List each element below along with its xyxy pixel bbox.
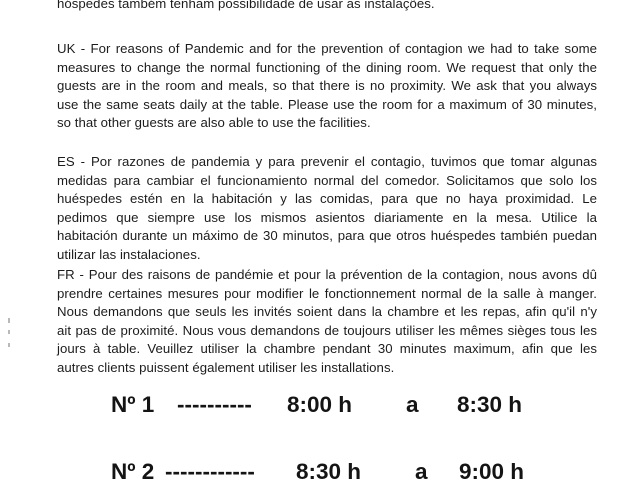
schedule-row-2 [0, 459, 641, 495]
schedule-end-time: 8:30 h [457, 392, 523, 417]
schedule-end-time: 9:00 h [459, 459, 525, 484]
schedule-number: Nº 2 [111, 459, 155, 484]
schedule-start-time: 8:00 h [287, 392, 353, 417]
scan-mark [8, 330, 10, 334]
text-line: hóspedes também tenham possibilidade de usar as instalações. [57, 0, 435, 11]
text-line: utilizar las instalaciones. [57, 246, 201, 262]
text-line: FR - Pour des raisons de pandémie et pour la prévention de la contagion, nous avons dû [57, 267, 597, 282]
schedule-dashes: ------------ [165, 459, 255, 484]
text-line: huéspedes estén en la habitación y las comidas, para que no haya proximidad. Le [57, 191, 597, 207]
text-line: pedimos que siempre use los mismos asientos diariamente en la mesa. Utilice la [57, 209, 597, 225]
text-line: UK - For reasons of Pandemic and for the prevention of contagion we had to take some [57, 41, 597, 56]
text-line: Nous demandons que seuls les invités soient dans la chambre et les repas, afin qu'il n'y [57, 304, 597, 320]
schedule-number: Nº 1 [111, 392, 155, 417]
paragraph-portuguese [57, 0, 597, 14]
text-line: prendre certaines mesures pour modifier le fonctionnement normal de la salle à manger. [57, 285, 597, 301]
text-line: so that other guests are also able to use the facilities. [57, 115, 371, 131]
text-line: guests are in the room and meals, so that there is no proximity. We ask that you always [57, 78, 597, 94]
paragraph-spanish [57, 153, 597, 265]
text-line: use the same seats daily at the table. Please use the room for a maximum of 30 minutes, [57, 96, 597, 112]
text-line: habitación durante un máximo de 30 minutos, para que otros huéspedes también puedan [57, 228, 597, 244]
schedule-dashes: ---------- [177, 392, 252, 417]
text-line: autres clients puissent également utiliser les installations. [57, 359, 395, 375]
scan-mark [8, 318, 10, 323]
paragraph-french [57, 266, 597, 378]
paragraph-english [57, 40, 597, 133]
schedule-start-time: 8:30 h [296, 459, 362, 484]
text-line: jours à table. Veuillez utiliser la chambre pendant 30 minutes maximum, afin que les [57, 341, 597, 357]
scan-mark [8, 343, 10, 347]
schedule-separator: a [415, 459, 428, 484]
text-line: measures to change the normal functioning of the dining room. We request that only the [57, 59, 597, 75]
text-line: ES - Por razones de pandemia y para prevenir el contagio, tuvimos que tomar algunas [57, 154, 597, 169]
schedule-separator: a [406, 392, 419, 417]
text-line: ait pas de proximité. Nous vous demandons de toujours utiliser les mêmes sièges tous les [57, 322, 597, 338]
schedule-row-1 [0, 392, 641, 428]
text-line: medidas para cambiar el funcionamiento normal del comedor. Solicitamos que solo los [57, 172, 597, 188]
